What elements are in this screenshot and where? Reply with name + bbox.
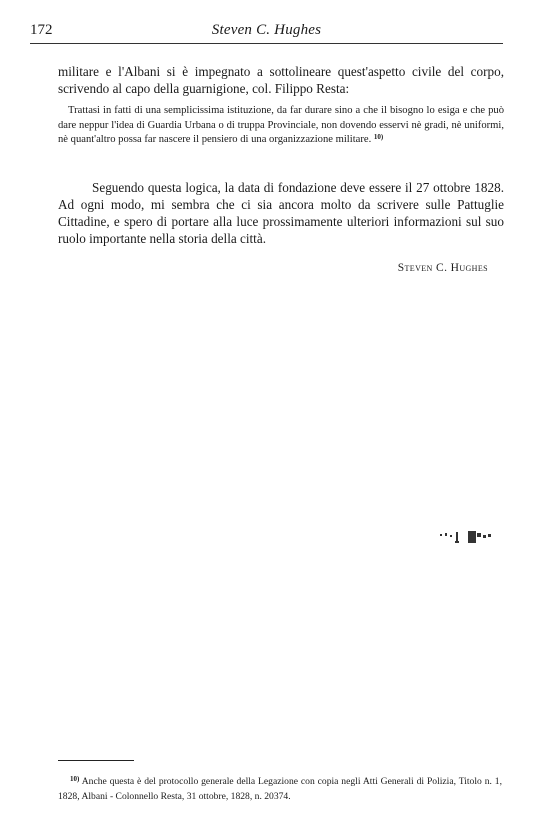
paragraph-2-text: Seguendo questa logica, la data di fondazione deve essere il 27 ottobre 1828. Ad ogni modo, mi sembra che ci sia ancora molto da scrivere sulle Pattuglie Cittadine, e spero di portare alla luce prossimamente ulteriori informazioni sul suo ruolo importante nella storia della città. [58,180,504,246]
paragraph-1 [58,63,504,97]
footnote-text [58,775,502,804]
print-smudge [438,528,494,546]
paragraph-2 [58,179,504,247]
block-quote-text [58,104,504,148]
page-number: 172 [30,22,53,38]
author-signature: Steven C. Hughes [397,262,488,274]
quote-text: Trattasi in fatti di una semplicissima istituzione, da far durare sino a che il bisogno lo esiga e che può dare neppur l'idea di Guardia Urbana o di truppa Provinciale, non dovendo esservi nè gradi, nè uniformi, nè quant'altro possa far nascere il pensiero di una organizzazione militare. [58,105,504,146]
block-quote [58,104,504,148]
header-rule [30,43,503,44]
paragraph-1-text: militare e l'Albani si è impegnato a sottolineare quest'aspetto civile del corpo, scrivendo al capo della guarnigione, col. Filippo Resta: [58,64,504,96]
footnote [58,775,502,804]
note-reference: 10) [373,133,384,142]
footnote-body: Anche questa è del protocollo generale della Legazione con copia negli Atti Generali di Polizia, Titolo n. 1, 1828, Albani - Colonnello Resta, 31 ottobre, 1828, n. 20374. [58,776,502,802]
footnote-rule [58,760,134,761]
running-head: Steven C. Hughes [211,22,322,38]
page-header [30,22,503,42]
footnote-marker: 10) [70,775,80,783]
